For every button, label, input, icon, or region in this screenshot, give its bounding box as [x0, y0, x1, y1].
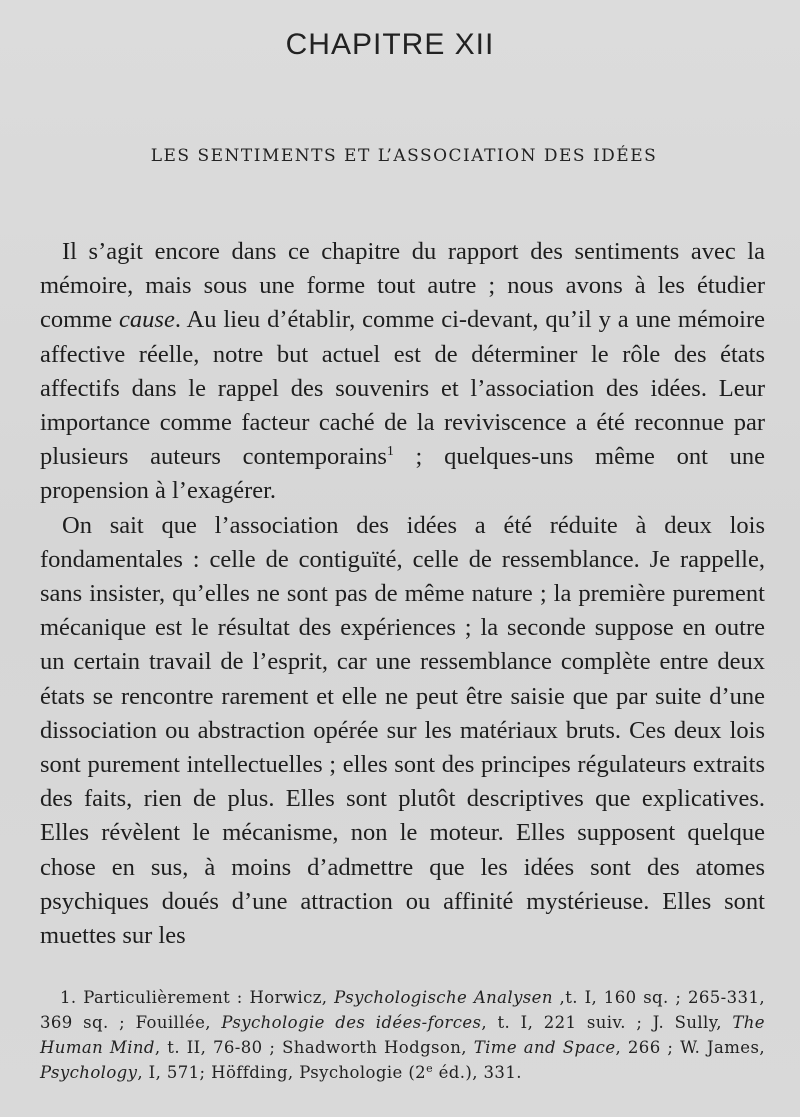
emphasis-cause: cause	[119, 306, 175, 334]
fn-title: Psychologische Analysen	[334, 988, 553, 1007]
para1-text-a: Il s’agit encore dans ce chapitre du rapport des sentiments avec la mémoire, mais sous une forme tout autre ; nous avons à les étudier comme	[40, 238, 765, 334]
body-text	[40, 235, 765, 953]
para1-text-c: ; quelques-uns même ont une propension à l’exagérer.	[40, 443, 765, 505]
fn-title: Psychology	[40, 1063, 138, 1082]
fn-text: , t. II, 76-80 ; Shadworth Hodgson,	[154, 1038, 474, 1057]
footnote-block	[40, 985, 765, 1085]
paragraph-2: On sait que l’association des idées a été réduite à deux lois fondamentales : celle de contiguïté, celle de ressemblance. Je rappelle, sans insister, qu’elles ne sont pas de même nature ; la première purement mécanique est le résultat des expériences ; la seconde suppose en outre un certain travail de l’esprit, car une ressemblance complète entre deux états se rencontre rarement et elle ne peut être saisie que par suite d’une dissociation ou abstraction opérée sur les matériaux bruts. Ces deux lois sont purement intellectuelles ; elles sont des principes régulateurs extraits des faits, rien de plus. Elles sont plutôt descriptives que explicatives. Elles révèlent le mécanisme, non le moteur. Elles supposent quelque chose en sus, à moins d’admettre que les idées sont des atomes psychiques doués d’une attraction ou affinité mystérieuse. Elles sont muettes sur les	[40, 511, 765, 950]
fn-text: , 266 ; W. James,	[615, 1038, 765, 1057]
para1-text-b: . Au lieu d’établir, comme ci-devant, qu’il y a une mémoire affective réelle, notre but actuel est de déterminer le rôle des états affectifs dans le rappel des souvenirs et l’association des idées. Leur importance comme facteur caché de la reviviscence a été reconnue par plusieurs auteurs contemporains	[40, 306, 765, 471]
fn-title: The Human Mind	[40, 1013, 765, 1057]
fn-text: , t. I, 221 suiv. ; J. Sully,	[481, 1013, 733, 1032]
fn-title: Time and Space	[473, 1038, 616, 1057]
footnote-ref: 1	[386, 444, 394, 460]
fn-text: ,t. I, 160 sq. ; 265-331, 369 sq. ; Fouillée,	[40, 988, 765, 1032]
fn-text: éd.), 331.	[432, 1063, 522, 1082]
chapter-heading: CHAPITRE XII	[285, 28, 495, 61]
fn-superscript: e	[426, 1062, 433, 1075]
paragraph-1	[40, 235, 765, 509]
fn-text: , I, 571; Höffding, Psychologie (2	[137, 1063, 427, 1082]
chapter-subtitle: LES SENTIMENTS ET L’ASSOCIATION DES IDÉES	[150, 146, 658, 166]
fn-title: Psychologie des idées-forces	[221, 1013, 482, 1032]
fn-text: 1. Particulièrement : Horwicz,	[60, 988, 335, 1007]
footnote-1	[40, 985, 765, 1085]
